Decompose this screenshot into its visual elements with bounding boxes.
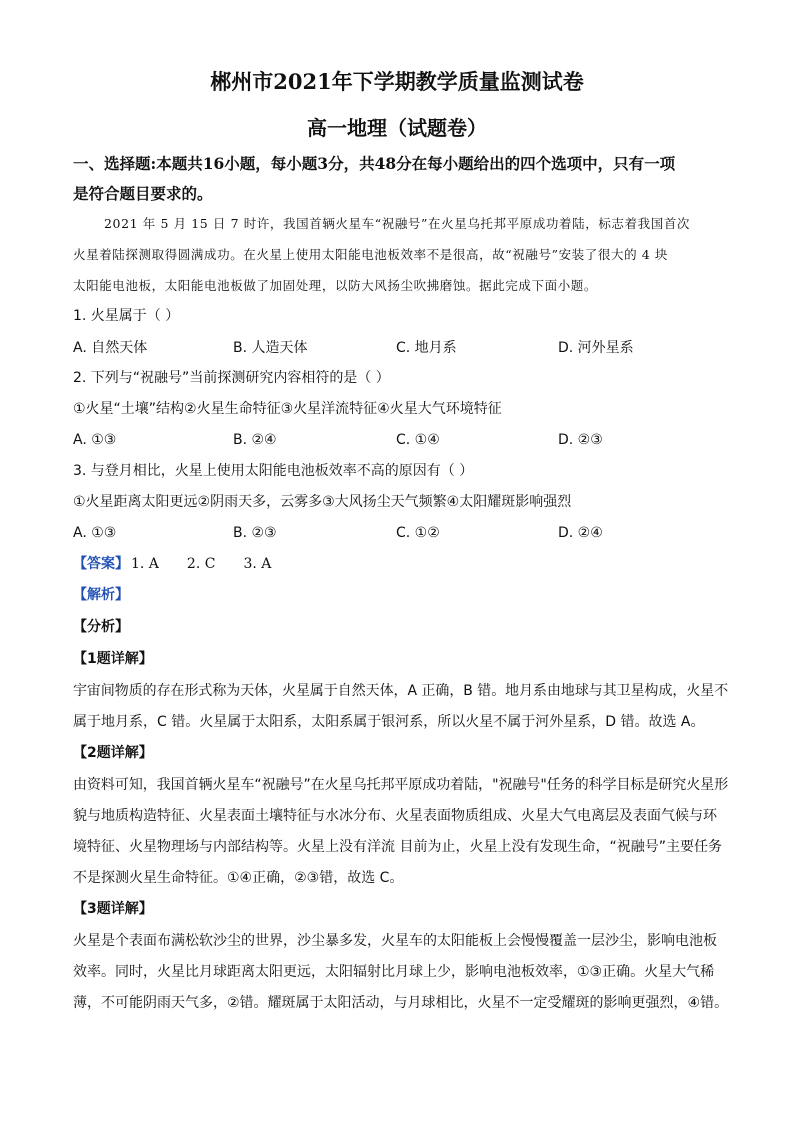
detail-3-line-2: 效率。同时，火星比月球距离太阳更远，太阳辐射比月球上少，影响电池板效率，①③正确。火星大气稀 <box>73 964 715 980</box>
detail-1-line-2: 属于地月系，C 错。火星属于太阳系，太阳系属于银河系，所以火星不属于河外星系，D 错。故选 A。 <box>73 714 705 730</box>
exam-subtitle: 高一地理（试题卷） <box>307 116 487 140</box>
question-3-option-c: C. ①② <box>396 525 440 541</box>
question-2-option-b: B. ②④ <box>233 432 277 448</box>
question-3-stem: 3. 与登月相比，火星上使用太阳能电池板效率不高的原因有（ ） <box>73 463 474 479</box>
analysis-label: 【解析】 <box>73 587 129 603</box>
section-heading-line1: 一、选择题:本题共16小题，每小题3分，共48分在每小题给出的四个选项中，只有一项 <box>73 154 676 173</box>
question-3-statement: ①火星距离太阳更远②阴雨天多，云雾多③大风扬尘天气频繁④太阳耀斑影响强烈 <box>73 494 572 510</box>
exam-title: 郴州市2021年下学期教学质量监测试卷 <box>210 69 584 94</box>
question-1-option-d: D. 河外星系 <box>558 340 634 356</box>
fenxi-label: 【分析】 <box>73 619 129 635</box>
question-2-stem: 2. 下列与“祝融号”当前探测研究内容相符的是（ ） <box>73 370 390 386</box>
detail-2-line-4: 不是探测火星生命特征。①④正确，②③错，故选 C。 <box>73 870 404 886</box>
question-1-stem: 1. 火星属于（ ） <box>73 308 180 324</box>
answer-item-3: 3. A <box>243 556 272 572</box>
answer-label: 【答案】 <box>73 556 129 572</box>
passage-line-3: 太阳能电池板，太阳能电池板做了加固处理，以防大风扬尘吹拂磨蚀。据此完成下面小题。 <box>73 278 598 293</box>
detail-3-line-1: 火星是个表面布满松软沙尘的世界，沙尘暴多发，火星车的太阳能板上会慢慢覆盖一层沙尘，影响电池板 <box>73 933 717 949</box>
answer-item-1: 1. A <box>131 556 159 572</box>
question-2-option-a: A. ①③ <box>73 432 117 448</box>
passage-line-1: 2021 年 5 月 15 日 7 时许，我国首辆火星车“祝融号”在火星乌托邦平原成功着陆，标志着我国首次 <box>104 216 691 231</box>
question-3-option-d: D. ②④ <box>558 525 603 541</box>
question-1-option-c: C. 地月系 <box>396 340 457 356</box>
detail-2-label: 【2题详解】 <box>73 745 153 761</box>
detail-3-line-3: 薄，不可能阴雨天气多，②错。耀斑属于太阳活动，与月球相比，火星不一定受耀斑的影响更强烈，④错。 <box>73 995 729 1011</box>
detail-2-line-3: 境特征、火星物理场与内部结构等。火星上没有洋流 目前为止，火星上没有发现生命，“祝融号”主要任务 <box>73 839 722 855</box>
question-2-option-c: C. ①④ <box>396 432 440 448</box>
passage-line-2: 火星着陆探测取得圆满成功。在火星上使用太阳能电池板效率不是很高，故“祝融号”安装了很大的 4 块 <box>73 247 668 262</box>
question-1-option-a: A. 自然天体 <box>73 340 148 356</box>
question-3-option-a: A. ①③ <box>73 525 117 541</box>
detail-3-label: 【3题详解】 <box>73 901 153 917</box>
detail-2-line-2: 貌与地质构造特征、火星表面土壤特征与水冰分布、火星表面物质组成、火星大气电离层及表面气候与环 <box>73 808 717 824</box>
question-3-option-b: B. ②③ <box>233 525 277 541</box>
question-2-option-d: D. ②③ <box>558 432 603 448</box>
detail-1-label: 【1题详解】 <box>73 651 153 667</box>
detail-1-line-1: 宇宙间物质的存在形式称为天体，火星属于自然天体，A 正确，B 错。地月系由地球与其卫星构成，火星不 <box>73 683 729 699</box>
answer-row <box>73 554 271 574</box>
question-1-option-b: B. 人造天体 <box>233 340 308 356</box>
answer-item-2: 2. C <box>186 556 216 572</box>
detail-2-line-1: 由资料可知，我国首辆火星车“祝融号”在火星乌托邦平原成功着陆，"祝融号"任务的科学目标是研究火星形 <box>73 777 729 793</box>
section-heading-line2: 是符合题目要求的。 <box>73 184 213 203</box>
question-2-statement: ①火星“土壤”结构②火星生命特征③火星洋流特征④火星大气环境特征 <box>73 401 502 417</box>
